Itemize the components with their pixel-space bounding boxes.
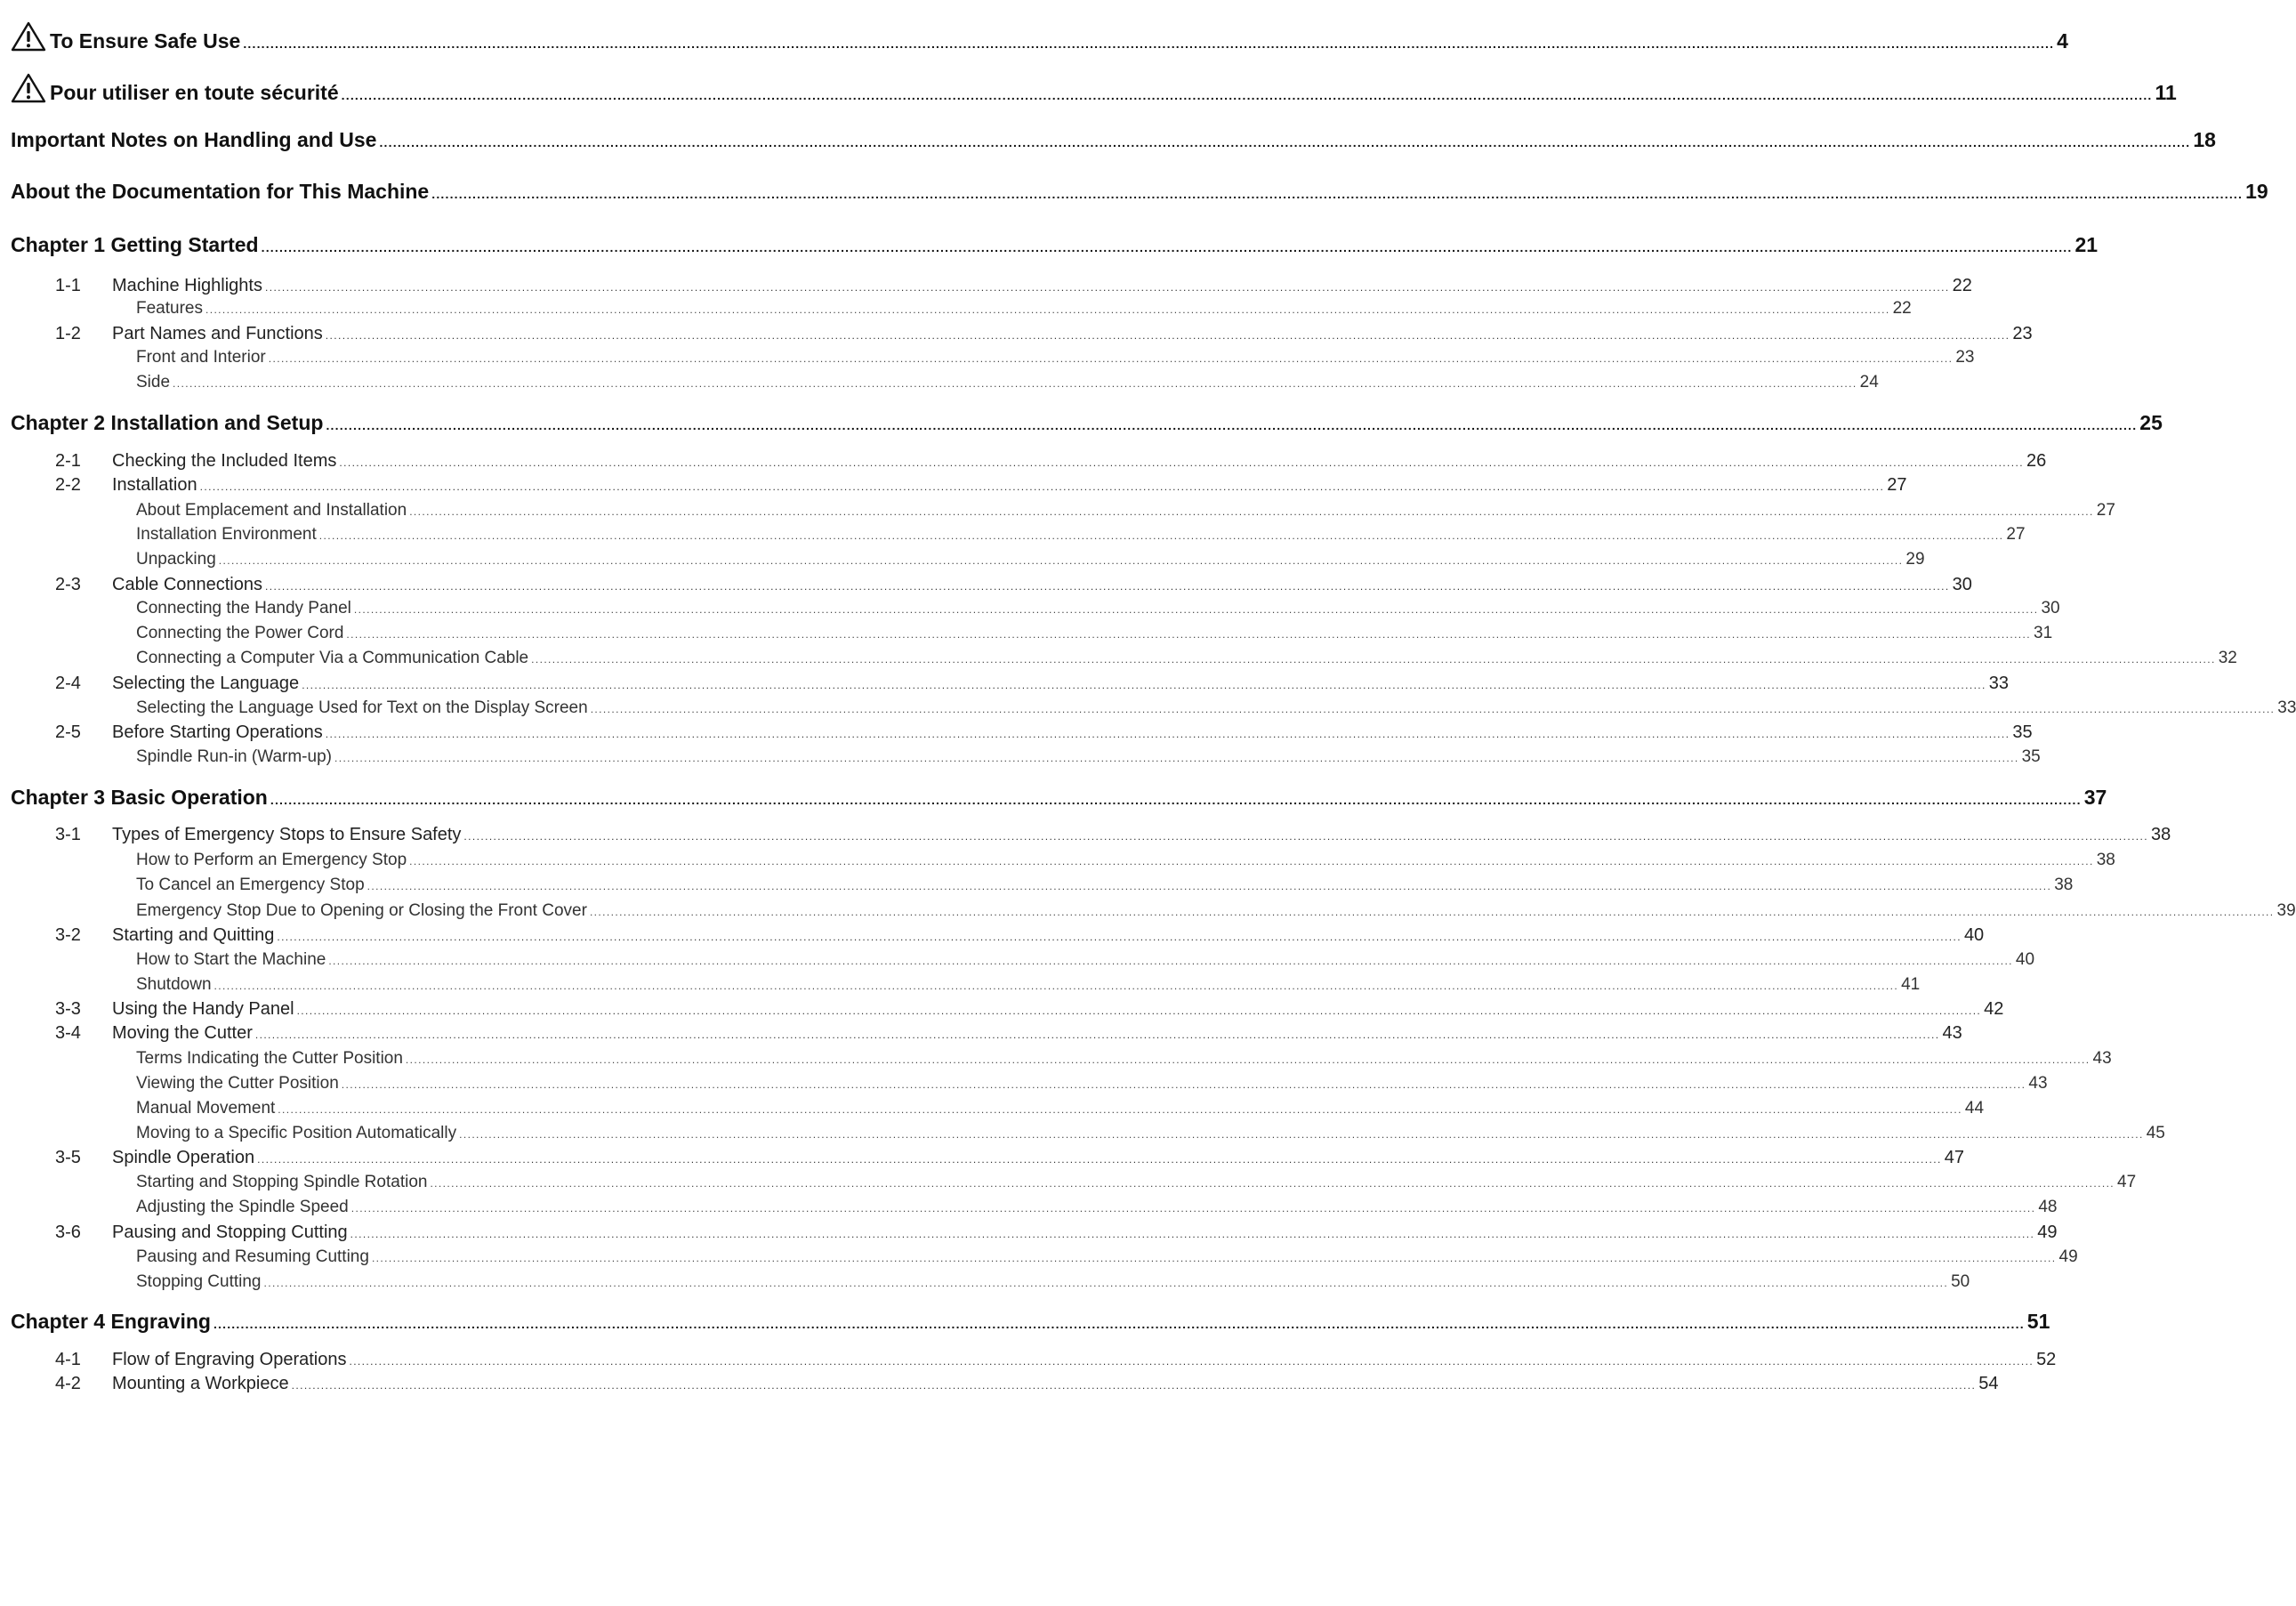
dot-leader: ................................................................................................................................................................................................................................................................................................................................................................................................................: [341, 88, 2153, 102]
toc-entry-label: [11, 786, 268, 810]
toc-entry-title: Viewing the Cutter Position: [136, 1074, 339, 1093]
toc-entry[interactable]: [0, 599, 2060, 618]
toc-entry-label: [136, 348, 266, 367]
dot-leader: ................................................................................................................................................................................................................................................................................................................................................................................................................: [367, 880, 2052, 892]
toc-entry[interactable]: [0, 975, 1921, 995]
toc-entry[interactable]: [0, 1272, 1970, 1292]
toc-entry-title: Mounting a Workpiece: [112, 1374, 289, 1393]
section-number: 4-2: [55, 1374, 81, 1393]
toc-entry[interactable]: [0, 501, 2115, 521]
toc-page-number: 44: [1964, 1099, 1985, 1118]
toc-entry-label: [136, 624, 343, 643]
toc-entry[interactable]: [0, 411, 2163, 435]
toc-page-number: 33: [1988, 674, 2010, 693]
toc-page-number: 37: [2083, 786, 2107, 809]
toc-page-number: 24: [1859, 373, 1879, 391]
toc-entry-label: [55, 276, 262, 296]
warning-triangle-icon: [11, 73, 46, 103]
dot-leader: ................................................................................................................................................................................................................................................................................................................................................................................................................: [590, 703, 2276, 715]
toc-entry-label: [55, 674, 299, 694]
dot-leader: ................................................................................................................................................................................................................................................................................................................................................................................................................: [339, 456, 2024, 469]
dot-leader: ................................................................................................................................................................................................................................................................................................................................................................................................................: [278, 1103, 1962, 1116]
toc-entry-title: Pausing and Resuming Cutting: [136, 1247, 369, 1266]
toc-page-number: 47: [1944, 1148, 1964, 1167]
toc-page-number: 35: [2021, 747, 2041, 766]
dot-leader: ................................................................................................................................................................................................................................................................................................................................................................................................................: [270, 793, 2082, 807]
toc-entry-label: [136, 501, 407, 521]
toc-entry-label: [136, 876, 365, 895]
dot-leader: ................................................................................................................................................................................................................................................................................................................................................................................................................: [296, 1005, 1982, 1017]
toc-entry[interactable]: [0, 1350, 2057, 1370]
toc-entry-label: [55, 475, 197, 496]
toc-page-number: 27: [1887, 475, 1907, 495]
section-number: 3-3: [55, 999, 81, 1019]
toc-page-number: 21: [2074, 233, 2099, 256]
toc-entry-title: Moving to a Specific Position Automatically: [136, 1124, 457, 1142]
dot-leader: ................................................................................................................................................................................................................................................................................................................................................................................................................: [173, 377, 1857, 390]
toc-page-number: 30: [2041, 599, 2060, 617]
toc-page-number: 18: [2193, 128, 2216, 151]
toc-page-number: 40: [2015, 950, 2035, 969]
dot-leader: ................................................................................................................................................................................................................................................................................................................................................................................................................: [325, 728, 2010, 740]
toc-entry[interactable]: [0, 550, 1925, 569]
toc-page-number: 49: [2058, 1247, 2078, 1266]
toc-entry[interactable]: [0, 649, 2237, 668]
dot-leader: ................................................................................................................................................................................................................................................................................................................................................................................................................: [218, 554, 1904, 567]
section-number: 3-5: [55, 1148, 81, 1167]
toc-entry[interactable]: [0, 925, 1985, 946]
toc-entry-title: Pausing and Stopping Cutting: [112, 1223, 348, 1242]
toc-entry-title: Stopping Cutting: [136, 1272, 262, 1291]
section-number: 2-3: [55, 575, 81, 594]
toc-entry-title: Moving the Cutter: [112, 1023, 253, 1043]
toc-entry[interactable]: [0, 324, 2033, 344]
toc-entry-title: Chapter 4 Engraving: [11, 1310, 211, 1333]
toc-entry-title: Spindle Run-in (Warm-up): [136, 747, 332, 766]
toc-entry-title: Chapter 2 Installation and Setup: [11, 411, 324, 434]
toc-entry[interactable]: [0, 276, 1972, 296]
toc-page-number: 23: [1955, 348, 1975, 367]
toc-entry[interactable]: [0, 722, 2033, 743]
dot-leader: ................................................................................................................................................................................................................................................................................................................................................................................................................: [350, 1228, 2035, 1240]
toc-page-number: 30: [1952, 575, 1972, 594]
dot-leader: ................................................................................................................................................................................................................................................................................................................................................................................................................: [405, 1053, 2091, 1066]
dot-leader: ................................................................................................................................................................................................................................................................................................................................................................................................................: [213, 1317, 2025, 1331]
dot-leader: ................................................................................................................................................................................................................................................................................................................................................................................................................: [291, 1379, 1977, 1392]
toc-entry[interactable]: [0, 1173, 2137, 1192]
toc-entry-title: About the Documentation for This Machine: [11, 180, 430, 203]
toc-page-number: 31: [2034, 624, 2053, 642]
warning-triangle-icon: [11, 21, 46, 52]
toc-entry-title: Before Starting Operations: [112, 722, 323, 742]
dot-leader: ................................................................................................................................................................................................................................................................................................................................................................................................................: [264, 281, 1950, 294]
dot-leader: ................................................................................................................................................................................................................................................................................................................................................................................................................: [328, 955, 2013, 967]
toc-entry[interactable]: [0, 475, 1907, 496]
toc-entry-title: Features: [136, 299, 203, 318]
dot-leader: ................................................................................................................................................................................................................................................................................................................................................................................................................: [243, 36, 2055, 51]
toc-entry-label: [136, 851, 407, 870]
toc-entry-label: [136, 1049, 403, 1069]
dot-leader: ................................................................................................................................................................................................................................................................................................................................................................................................................: [589, 906, 2275, 918]
toc-entry-title: Starting and Quitting: [112, 925, 275, 945]
dot-leader: ................................................................................................................................................................................................................................................................................................................................................................................................................: [346, 628, 2032, 641]
toc-page-number: 38: [2151, 825, 2171, 844]
dot-leader: ................................................................................................................................................................................................................................................................................................................................................................................................................: [334, 752, 2019, 764]
dot-leader: ................................................................................................................................................................................................................................................................................................................................................................................................................: [265, 580, 1950, 593]
toc-page-number: 22: [1952, 276, 1972, 295]
toc-entry-title: Checking the Included Items: [112, 451, 337, 471]
toc-entry-label: [55, 1350, 346, 1370]
toc-entry-label: [11, 73, 339, 105]
toc-entry[interactable]: [0, 348, 1975, 367]
toc-entry-title: Front and Interior: [136, 348, 266, 367]
toc-entry-title: Cable Connections: [112, 575, 262, 594]
dot-leader: ................................................................................................................................................................................................................................................................................................................................................................................................................: [205, 303, 1890, 316]
toc-entry-label: [136, 599, 351, 618]
toc-entry[interactable]: [0, 233, 2099, 257]
toc-entry-label: [136, 1272, 262, 1292]
toc-entry-label: [55, 575, 262, 595]
toc-entry-label: [11, 180, 429, 204]
toc-entry[interactable]: [0, 1049, 2112, 1069]
toc-page-number: 27: [2096, 501, 2115, 520]
toc-entry-label: [55, 722, 323, 743]
toc-entry[interactable]: [0, 1099, 1985, 1118]
toc-entry-title: Chapter 1 Getting Started: [11, 233, 259, 256]
dot-leader: ................................................................................................................................................................................................................................................................................................................................................................................................................: [302, 679, 1986, 691]
dot-leader: ................................................................................................................................................................................................................................................................................................................................................................................................................: [349, 1355, 2034, 1368]
toc-page-number: 35: [2012, 722, 2033, 742]
toc-page-number: 4: [2057, 29, 2068, 52]
dot-leader: ................................................................................................................................................................................................................................................................................................................................................................................................................: [318, 529, 2004, 542]
dot-leader: ................................................................................................................................................................................................................................................................................................................................................................................................................: [430, 1177, 2115, 1190]
toc-page-number: 43: [2092, 1049, 2112, 1068]
dot-leader: ................................................................................................................................................................................................................................................................................................................................................................................................................: [261, 240, 2073, 254]
toc-page-number: 29: [1905, 550, 1925, 569]
toc-entry[interactable]: [0, 128, 2216, 152]
toc-page-number: 38: [2096, 851, 2115, 869]
toc-entry[interactable]: [0, 624, 2053, 643]
toc-entry-label: [136, 950, 326, 970]
toc-entry-title: Connecting the Handy Panel: [136, 599, 351, 617]
toc-entry[interactable]: [0, 825, 2171, 845]
section-number: 3-6: [55, 1223, 81, 1242]
toc-page-number: 32: [2218, 649, 2237, 667]
toc-entry[interactable]: [0, 1124, 2165, 1143]
dot-leader: ................................................................................................................................................................................................................................................................................................................................................................................................................: [350, 1202, 2036, 1215]
toc-entry-label: [136, 698, 588, 718]
dot-leader: ................................................................................................................................................................................................................................................................................................................................................................................................................: [371, 1252, 2057, 1264]
section-number: 2-5: [55, 722, 81, 742]
toc-entry[interactable]: [0, 525, 2026, 545]
toc-entry-title: Shutdown: [136, 975, 212, 994]
toc-entry-label: [136, 1124, 456, 1143]
toc-entry-title: Important Notes on Handling and Use: [11, 128, 377, 151]
toc-entry-label: [55, 1223, 348, 1243]
toc-entry-title: About Emplacement and Installation: [136, 501, 407, 520]
toc-entry-label: [55, 451, 336, 472]
toc-entry-label: [136, 901, 587, 921]
section-number: 2-2: [55, 475, 81, 495]
toc-entry-label: [55, 825, 461, 845]
toc-page-number: 43: [2028, 1074, 2048, 1093]
toc-page-number: 51: [2026, 1310, 2050, 1333]
toc-entry-label: [136, 1074, 339, 1094]
toc-entry-title: Machine Highlights: [112, 276, 262, 295]
dot-leader: ................................................................................................................................................................................................................................................................................................................................................................................................................: [213, 980, 1899, 992]
toc-page-number: 48: [2038, 1198, 2058, 1216]
toc-entry[interactable]: [0, 1148, 1964, 1168]
toc-entry-title: Starting and Stopping Spindle Rotation: [136, 1173, 428, 1191]
dot-leader: ................................................................................................................................................................................................................................................................................................................................................................................................................: [325, 329, 2010, 342]
toc-page-number: 42: [1984, 999, 2004, 1019]
toc-page-number: 23: [2012, 324, 2033, 343]
toc-page-number: 19: [2245, 180, 2268, 203]
toc-entry-label: [136, 747, 332, 767]
toc-entry-title: Unpacking: [136, 550, 216, 569]
toc-entry[interactable]: [0, 1223, 2058, 1243]
toc-entry-label: [11, 1310, 211, 1334]
toc-entry[interactable]: [0, 786, 2107, 810]
toc-entry[interactable]: [0, 1247, 2078, 1267]
toc-entry[interactable]: [0, 950, 2035, 970]
toc-entry[interactable]: [0, 373, 1879, 392]
dot-leader: ................................................................................................................................................................................................................................................................................................................................................................................................................: [268, 352, 1954, 365]
toc-entry-label: [136, 975, 212, 995]
dot-leader: ................................................................................................................................................................................................................................................................................................................................................................................................................: [379, 135, 2191, 149]
toc-page-number: 45: [2146, 1124, 2165, 1142]
toc-entry[interactable]: [0, 180, 2268, 204]
toc-entry-title: To Cancel an Emergency Stop: [136, 876, 365, 894]
toc-entry-label: [136, 649, 528, 668]
toc-entry-title: Connecting a Computer Via a Communication Cable: [136, 649, 529, 667]
toc-page-number: 11: [2155, 81, 2177, 104]
toc-page-number: 38: [2054, 876, 2074, 894]
section-number: 3-1: [55, 825, 81, 844]
toc-entry-title: How to Perform an Emergency Stop: [136, 851, 407, 869]
toc-entry-label: [11, 128, 376, 152]
toc-entry[interactable]: [0, 451, 2047, 472]
section-number: 3-2: [55, 925, 81, 945]
toc-page-number: 26: [2026, 451, 2047, 471]
toc-entry-title: Selecting the Language Used for Text on the Display Screen: [136, 698, 588, 717]
toc-page-number: 33: [2277, 698, 2296, 717]
dot-leader: ................................................................................................................................................................................................................................................................................................................................................................................................................: [257, 1153, 1942, 1166]
toc-entry-title: Emergency Stop Due to Opening or Closing the Front Cover: [136, 901, 587, 920]
toc-entry-label: [136, 525, 317, 545]
toc-page-number: 22: [1892, 299, 1912, 318]
toc-entry[interactable]: [0, 21, 2068, 53]
toc-entry[interactable]: [0, 299, 1912, 319]
toc-entry-label: [136, 299, 203, 319]
dot-leader: ................................................................................................................................................................................................................................................................................................................................................................................................................: [409, 855, 2094, 868]
toc-entry[interactable]: [0, 851, 2115, 870]
toc-entry-title: Spindle Operation: [112, 1148, 255, 1167]
toc-entry[interactable]: [0, 1374, 1999, 1394]
toc-entry-title: Side: [136, 373, 171, 391]
toc-entry[interactable]: [0, 1023, 1962, 1044]
toc-entry-title: Adjusting the Spindle Speed: [136, 1198, 349, 1216]
toc-entry-title: Flow of Engraving Operations: [112, 1350, 347, 1369]
toc-entry-label: [136, 1173, 427, 1192]
toc-entry[interactable]: [0, 876, 2074, 895]
toc-entry-label: [136, 373, 170, 392]
dot-leader: ................................................................................................................................................................................................................................................................................................................................................................................................................: [254, 1029, 1940, 1041]
toc-entry-label: [136, 1099, 275, 1118]
toc-page-number: 47: [2117, 1173, 2137, 1191]
section-number: 2-4: [55, 674, 81, 693]
toc-entry-label: [55, 1374, 289, 1394]
toc-entry-label: [11, 411, 323, 435]
toc-page-number: 43: [1942, 1023, 1962, 1043]
toc-entry[interactable]: [0, 747, 2041, 767]
toc-entry[interactable]: [0, 999, 2004, 1020]
toc-entry-label: [136, 550, 216, 569]
toc-entry-label: [55, 1023, 253, 1044]
dot-leader: ................................................................................................................................................................................................................................................................................................................................................................................................................: [263, 1277, 1949, 1289]
toc-entry-label: [136, 1198, 349, 1217]
toc-page-number: 39: [2276, 901, 2296, 920]
toc-entry-label: [55, 999, 294, 1020]
toc-entry[interactable]: [0, 1310, 2050, 1334]
toc-entry-title: How to Start the Machine: [136, 950, 326, 969]
dot-leader: ................................................................................................................................................................................................................................................................................................................................................................................................................: [459, 1128, 2144, 1141]
toc-entry-label: [11, 233, 259, 257]
toc-entry-label: [55, 1148, 254, 1168]
toc-entry-title: Part Names and Functions: [112, 324, 323, 343]
section-number: 4-1: [55, 1350, 81, 1369]
toc-page-number: 41: [1901, 975, 1921, 994]
dot-leader: ................................................................................................................................................................................................................................................................................................................................................................................................................: [353, 603, 2039, 616]
toc-entry-title: Manual Movement: [136, 1099, 276, 1118]
toc-entry-title: Connecting the Power Cord: [136, 624, 344, 642]
toc-entry[interactable]: [0, 674, 2010, 694]
toc-entry-title: Installation Environment: [136, 525, 317, 544]
dot-leader: ................................................................................................................................................................................................................................................................................................................................................................................................................: [199, 480, 1885, 493]
section-number: 2-1: [55, 451, 81, 471]
toc-entry-title: Installation: [112, 475, 197, 495]
toc-page-number: 49: [2037, 1223, 2058, 1242]
toc-entry[interactable]: [0, 73, 2177, 105]
toc-entry[interactable]: [0, 698, 2296, 718]
toc-page-number: 27: [2006, 525, 2026, 544]
toc-entry-title: Types of Emergency Stops to Ensure Safety: [112, 825, 462, 844]
dot-leader: ................................................................................................................................................................................................................................................................................................................................................................................................................: [341, 1078, 2026, 1091]
dot-leader: ................................................................................................................................................................................................................................................................................................................................................................................................................: [277, 931, 1962, 943]
toc-entry[interactable]: [0, 901, 2296, 921]
toc-entry-title: Selecting the Language: [112, 674, 300, 693]
section-number: 3-4: [55, 1023, 81, 1043]
toc-page-number: 50: [1951, 1272, 1970, 1291]
dot-leader: ................................................................................................................................................................................................................................................................................................................................................................................................................: [326, 418, 2138, 432]
dot-leader: ................................................................................................................................................................................................................................................................................................................................................................................................................: [409, 505, 2094, 518]
dot-leader: ................................................................................................................................................................................................................................................................................................................................................................................................................: [463, 830, 2149, 843]
section-number: 1-2: [55, 324, 81, 343]
toc-entry[interactable]: [0, 1198, 2058, 1217]
toc-page-number: 40: [1963, 925, 1985, 945]
toc-page-number: 54: [1978, 1374, 1999, 1393]
toc-entry-title: Terms Indicating the Cutter Position: [136, 1049, 403, 1068]
toc-entry[interactable]: [0, 575, 1972, 595]
dot-leader: ................................................................................................................................................................................................................................................................................................................................................................................................................: [531, 653, 2216, 666]
section-number: 1-1: [55, 276, 81, 295]
dot-leader: ................................................................................................................................................................................................................................................................................................................................................................................................................: [431, 187, 2244, 201]
toc-entry-label: [11, 21, 240, 53]
toc-entry-label: [55, 925, 274, 946]
toc-entry[interactable]: [0, 1074, 2048, 1094]
toc-page-number: 52: [2036, 1350, 2057, 1369]
toc-entry-label: [55, 324, 323, 344]
toc-page-number: 25: [2139, 411, 2163, 434]
toc-entry-title: Chapter 3 Basic Operation: [11, 786, 268, 809]
toc-entry-title: Using the Handy Panel: [112, 999, 294, 1019]
toc-entry-title: To Ensure Safe Use: [50, 29, 241, 52]
toc-entry-title: Pour utiliser en toute sécurité: [50, 81, 339, 104]
toc-entry-label: [136, 1247, 369, 1267]
